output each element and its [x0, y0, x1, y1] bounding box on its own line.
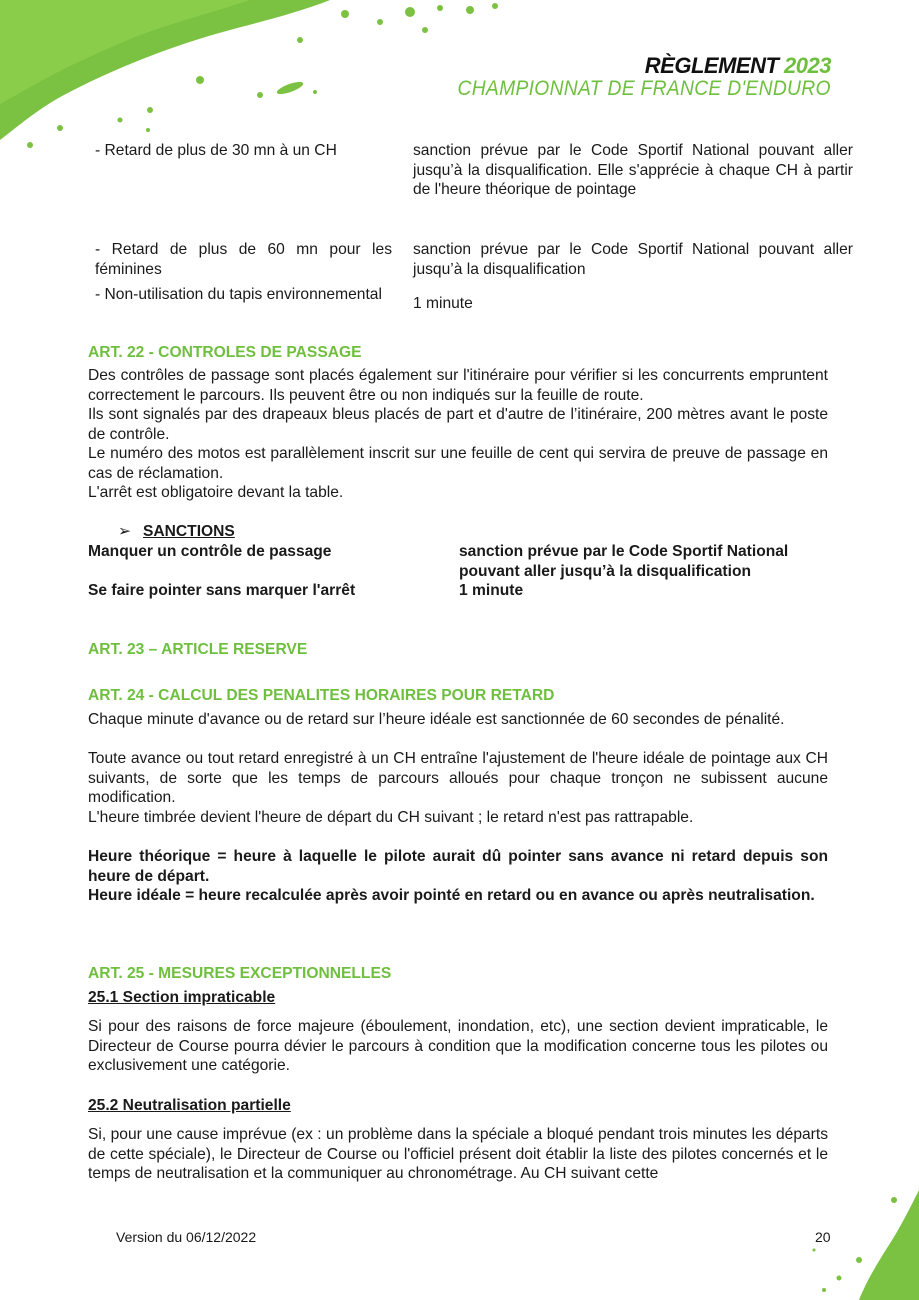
penalty-sanction: 1 minute	[413, 295, 473, 312]
art22-paragraph: Des contrôles de passage sont placés également sur l'itinéraire pour vérifier si les concurrents empruntent correctement le parcours. Ils peuvent être ou non indiqués sur la feuille de route.	[88, 367, 828, 404]
sanction-offense: Manquer un contrôle de passage	[88, 543, 332, 560]
header-subtitle: CHAMPIONNAT DE FRANCE D'ENDURO	[457, 77, 831, 100]
document-header	[425, 54, 831, 100]
page-number: 20	[815, 1229, 831, 1245]
art24-paragraph: Chaque minute d'avance ou de retard sur l’heure idéale est sanctionnée de 60 secondes de pénalité.	[88, 711, 785, 728]
sanction-value: 1 minute	[459, 582, 524, 599]
art24-definition: Heure idéale = heure recalculée après avoir pointé en retard ou en avance ou après neutralisation.	[88, 887, 815, 904]
header-title-main: RÈGLEMENT	[644, 53, 779, 78]
penalty-offense: - Non-utilisation du tapis environnemental	[95, 286, 382, 303]
header-title-year: 2023	[784, 53, 831, 78]
sanctions-label: SANCTIONS	[143, 523, 235, 540]
art22-paragraph: L'arrêt est obligatoire devant la table.	[88, 484, 344, 501]
footer-version: Version du 06/12/2022	[116, 1229, 257, 1245]
sanctions-heading	[118, 522, 235, 542]
penalty-sanction: sanction prévue par le Code Sportif National pouvant aller jusqu’à la disqualification	[413, 241, 853, 278]
art24-paragraph: Toute avance ou tout retard enregistré à un CH entraîne l'ajustement de l'heure idéale de pointage aux CH suivants, de sorte que les temps de parcours alloués pour chaque tronçon ne subissent aucune modification.	[88, 750, 828, 807]
section-25-2-text: Si, pour une cause imprévue (ex : un problème dans la spéciale a bloqué pendant trois minutes les départs de cette spéciale), le Directeur de Course ou l'officiel présent doit établir la liste des pilotes concernés et le temps de neutralisation et la communiquer au chronométrage. Au CH suivant cette	[88, 1126, 828, 1183]
art25-title: ART. 25 - MESURES EXCEPTIONNELLES	[88, 965, 392, 982]
art24-paragraph: L'heure timbrée devient l'heure de départ du CH suivant ; le retard n'est pas rattrapable.	[88, 809, 694, 826]
section-25-2-title: 25.2 Neutralisation partielle	[88, 1097, 291, 1114]
header-title	[425, 54, 831, 78]
sanction-value: sanction prévue par le Code Sportif National pouvant aller jusqu’à la disqualification	[459, 543, 789, 580]
art24-title: ART. 24 - CALCUL DES PENALITES HORAIRES POUR RETARD	[88, 687, 555, 704]
art24-definition: Heure théorique = heure à laquelle le pilote aurait dû pointer sans avance ni retard depuis son heure de départ.	[88, 848, 828, 885]
art23-title: ART. 23 – ARTICLE RESERVE	[88, 641, 308, 658]
penalty-sanction: sanction prévue par le Code Sportif National pouvant aller jusqu’à la disqualification. Elle s'apprécie à chaque CH à partir de l'heure théorique de pointage	[413, 142, 853, 199]
sanction-offense: Se faire pointer sans marquer l'arrêt	[88, 582, 356, 599]
arrow-bullet-icon: ➢	[118, 523, 132, 540]
penalty-offense: - Retard de plus de 60 mn pour les féminines	[95, 241, 392, 278]
art22-title: ART. 22 - CONTROLES DE PASSAGE	[88, 344, 362, 361]
art22-paragraph: Le numéro des motos est parallèlement inscrit sur une feuille de cent qui servira de preuve de passage en cas de réclamation.	[88, 445, 828, 482]
penalty-offense: - Retard de plus de 30 mn à un CH	[95, 142, 337, 159]
section-25-1-text: Si pour des raisons de force majeure (éboulement, inondation, etc), une section devient impraticable, le Directeur de Course pourra dévier le parcours à condition que la modification concerne tous les pilotes ou exclusivement une catégorie.	[88, 1018, 828, 1075]
art22-paragraph: Ils sont signalés par des drapeaux bleus placés de part et d'autre de l’itinéraire, 200 mètres avant le poste de contrôle.	[88, 406, 828, 443]
section-25-1-title: 25.1 Section impraticable	[88, 989, 276, 1006]
